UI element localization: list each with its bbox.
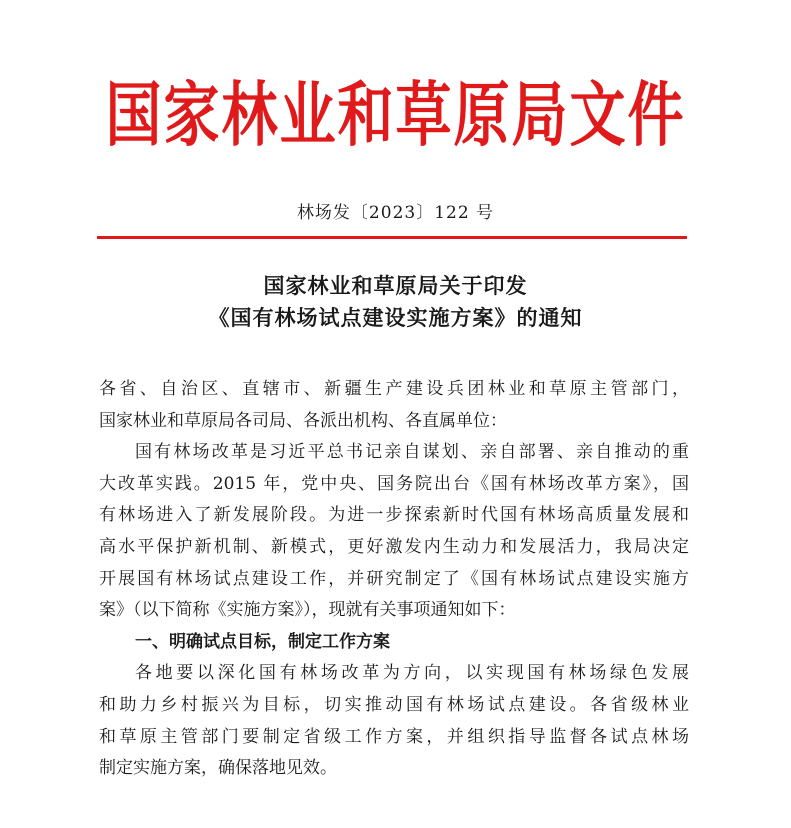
document-body [99,374,689,785]
paragraph-line: 案》（以下简称《实施方案》），现就有关事项通知如下： [99,600,516,621]
paragraph-line: 开展国有林场试点建设工作，并研究制定了《国有林场试点建设实施方 [99,568,689,589]
section-heading: 一、明确试点目标，制定工作方案 [135,631,390,652]
paragraph-line: 有林场进入了新发展阶段。为进一步探索新时代国有林场高质量发展和 [99,505,689,526]
paragraph-line: 高水平保护新机制、新模式，更好激发内生动力和发展活力，我局决定 [99,536,689,557]
paragraph-line: 国有林场改革是习近平总书记亲自谋划、亲自部署、亲自推动的重 [135,442,689,463]
paragraph-line: 各地要以深化国有林场改革为方向，以实现国有林场绿色发展 [135,663,689,684]
document-title [0,270,791,334]
title-line-2: 《国有林场试点建设实施方案》的通知 [208,305,583,330]
document-number: 林场发〔2023〕122 号 [296,203,495,223]
paragraph-line: 大改革实践。2015 年，党中央、国务院出台《国有林场改革方案》，国 [99,473,689,494]
title-line-1: 国家林业和草原局关于印发 [263,273,528,298]
paragraph-line: 和助力乡村振兴为目标，切实推动国有林场试点建设。各省级林业 [99,694,689,715]
red-separator-line [97,236,687,239]
document-masthead: 国家林业和草原局文件 [105,75,686,157]
paragraph-line: 和草原主管部门要制定省级工作方案，并组织指导监督各试点林场 [99,726,689,747]
paragraph-line: 制定实施方案，确保落地见效。 [99,758,337,779]
addressee-line: 各省、自治区、直辖市、新疆生产建设兵团林业和草原主管部门， [99,379,689,399]
addressee-line: 国家林业和草原局各司局、各派出机构、各直属单位： [99,410,507,431]
